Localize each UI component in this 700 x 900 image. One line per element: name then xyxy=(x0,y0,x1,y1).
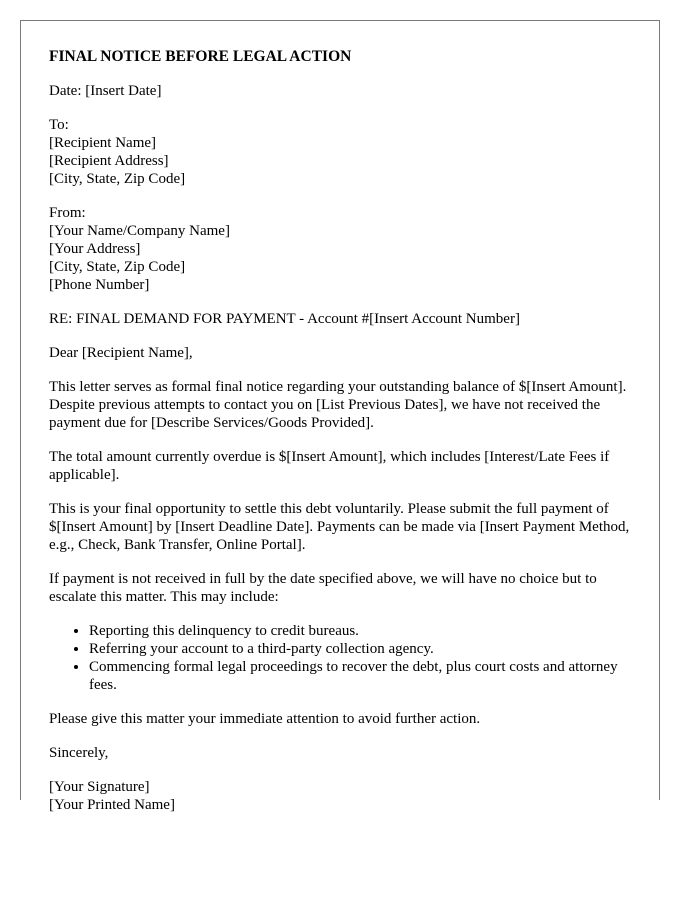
sign-off: Sincerely, xyxy=(49,745,109,761)
consequences-list xyxy=(49,622,639,694)
closing-paragraph: Please give this matter your immediate attention to avoid further action. xyxy=(49,711,481,727)
paragraph-final-opportunity: This is your final opportunity to settle this debt voluntarily. Please submit the full payment of $[Insert Amount] by [Insert Deadline Date]. Payments can be made via [Insert Payment Method, e.g., Check, Bank Transfer, Online Portal]. xyxy=(49,501,630,553)
recipient-label: To: xyxy=(49,117,69,133)
sender-city-state-zip: [City, State, Zip Code] xyxy=(49,259,186,275)
letter-title: FINAL NOTICE BEFORE LEGAL ACTION xyxy=(49,48,352,65)
subject-line: RE: FINAL DEMAND FOR PAYMENT - Account #[Insert Account Number] xyxy=(49,311,520,327)
list-item: • Commencing formal legal proceedings to recover the debt, plus court costs and attorney fees. xyxy=(89,658,639,694)
signature-line: [Your Signature] xyxy=(49,779,150,795)
salutation: Dear [Recipient Name], xyxy=(49,345,193,361)
signature-block xyxy=(49,778,639,814)
paragraph-outstanding-balance: This letter serves as formal final notice regarding your outstanding balance of $[Insert Amount]. Despite previous attempts to contact you on [List Previous Dates], we have not received the payment due for [Describe Services/Goods Provided]. xyxy=(49,379,627,431)
sender-name: [Your Name/Company Name] xyxy=(49,223,230,239)
date-line: Date: [Insert Date] xyxy=(49,83,162,99)
sender-label: From: xyxy=(49,205,86,221)
recipient-block xyxy=(49,116,639,188)
recipient-address: [Recipient Address] xyxy=(49,153,169,169)
paragraph-escalation: If payment is not received in full by the date specified above, we will have no choice but to escalate this matter. This may include: xyxy=(49,571,597,605)
recipient-name: [Recipient Name] xyxy=(49,135,157,151)
recipient-city-state-zip: [City, State, Zip Code] xyxy=(49,171,186,187)
sender-block xyxy=(49,204,639,294)
letter-content xyxy=(49,48,639,830)
sender-address: [Your Address] xyxy=(49,241,141,257)
letter-page xyxy=(20,20,660,813)
printed-name-line: [Your Printed Name] xyxy=(49,797,175,813)
paragraph-overdue-amount: The total amount currently overdue is $[Insert Amount], which includes [Interest/Late Fees if applicable]. xyxy=(49,449,610,483)
list-item: • Referring your account to a third-party collection agency. xyxy=(89,640,639,658)
sender-phone: [Phone Number] xyxy=(49,277,150,293)
list-item: • Reporting this delinquency to credit bureaus. xyxy=(89,622,639,640)
